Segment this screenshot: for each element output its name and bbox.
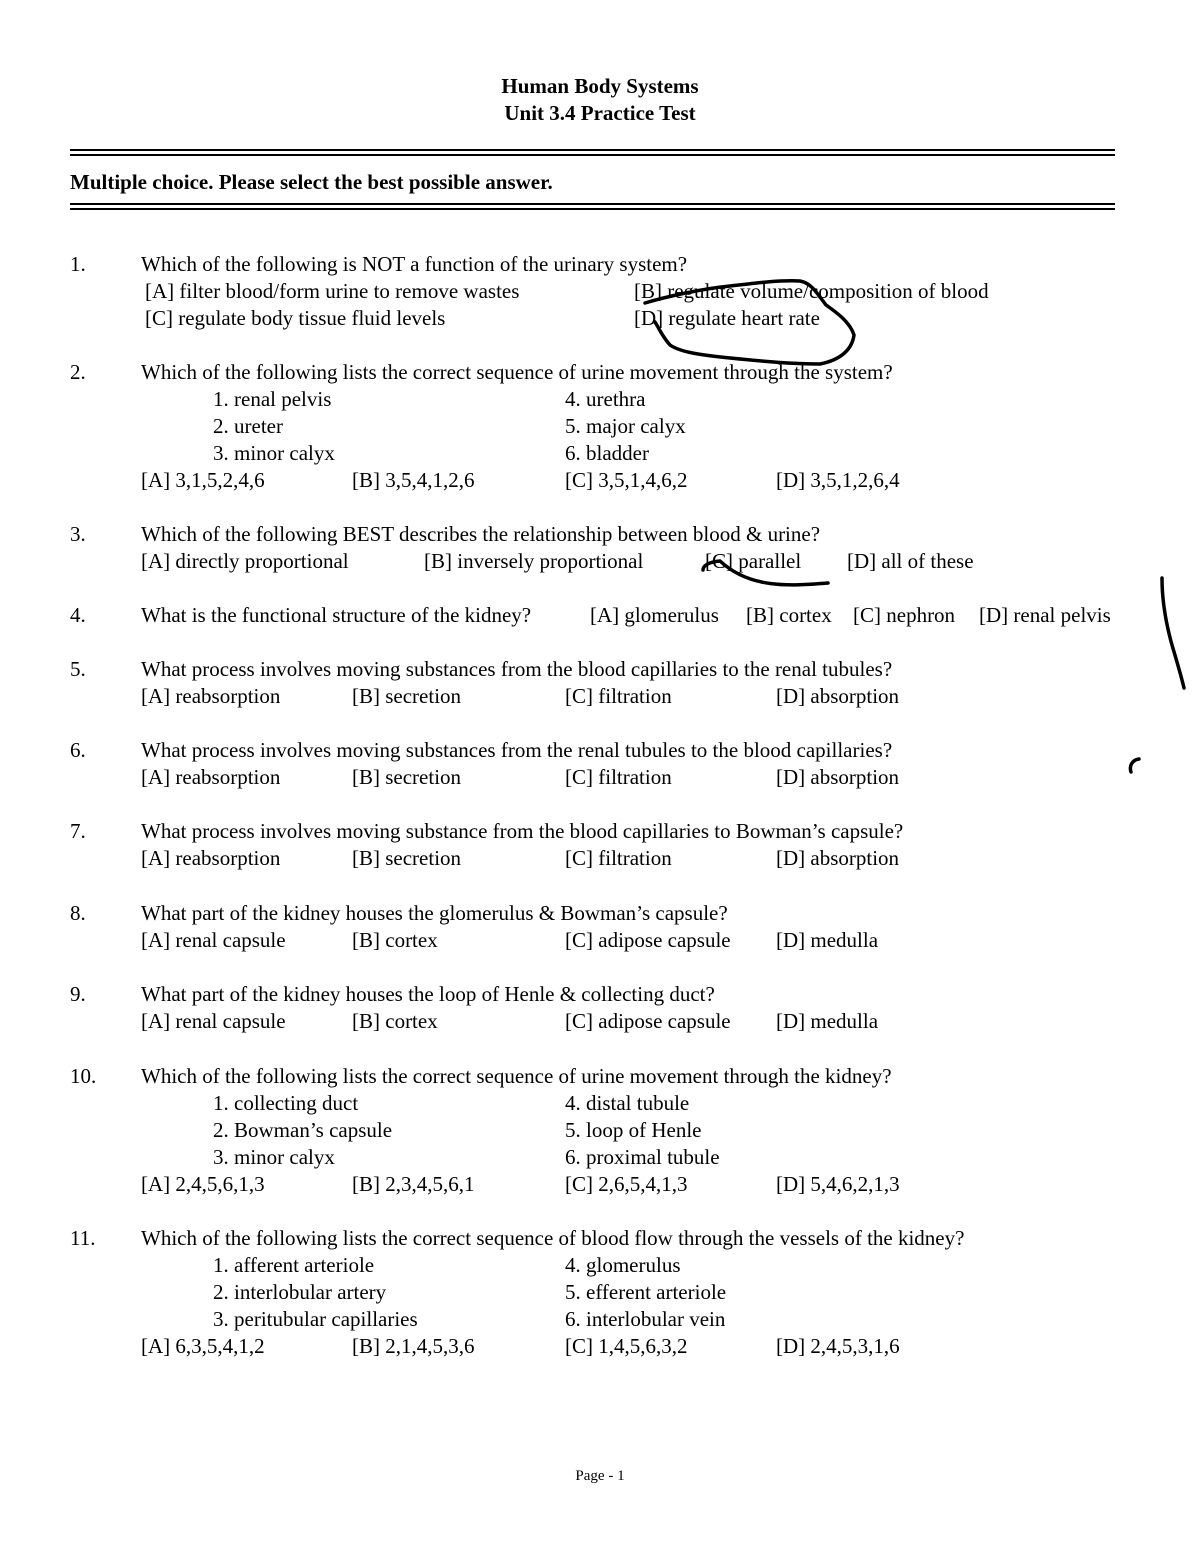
page-number: Page - 1	[575, 1468, 625, 1484]
question-number: 2.	[70, 360, 86, 384]
question-number: 7.	[70, 819, 86, 843]
choice-b[interactable]: [B] cortex	[352, 928, 438, 952]
list-item: 3. minor calyx	[213, 441, 335, 465]
choice-a[interactable]: [A] reabsorption	[141, 846, 281, 870]
choice-c[interactable]: [C] 3,5,1,4,6,2	[565, 468, 688, 492]
question-number: 11.	[70, 1226, 96, 1250]
question-number: 6.	[70, 738, 86, 762]
choice-d[interactable]: [D] medulla	[776, 928, 879, 952]
choice-b[interactable]: [B] 2,1,4,5,3,6	[352, 1334, 475, 1358]
list-item: 2. interlobular artery	[213, 1280, 387, 1304]
question-text: Which of the following BEST describes the relationship between blood & urine?	[141, 522, 821, 546]
question-number: 4.	[70, 603, 86, 627]
divider-bottom	[70, 203, 1115, 210]
choice-d[interactable]: [D] renal pelvis	[979, 603, 1111, 627]
margin-hook-mark	[1130, 759, 1139, 772]
list-item: 4. distal tubule	[565, 1091, 690, 1115]
choice-d[interactable]: [D] all of these	[847, 549, 974, 573]
list-item: 5. efferent arteriole	[565, 1280, 727, 1304]
choice-d[interactable]: [D] medulla	[776, 1009, 879, 1033]
choice-c[interactable]: [C] filtration	[565, 765, 672, 789]
question-number: 5.	[70, 657, 86, 681]
question-text: What process involves moving substances from the renal tubules to the blood capillaries?	[141, 738, 893, 762]
choice-d[interactable]: [D] absorption	[776, 846, 900, 870]
choice-a[interactable]: [A] 3,1,5,2,4,6	[141, 468, 265, 492]
choice-d[interactable]: [D] 2,4,5,3,1,6	[776, 1334, 900, 1358]
choice-a[interactable]: [A] glomerulus	[590, 603, 719, 627]
choice-b[interactable]: [B] 3,5,4,1,2,6	[352, 468, 475, 492]
choice-a[interactable]: [A] renal capsule	[141, 1009, 286, 1033]
question-number: 1.	[70, 252, 86, 276]
list-item: 6. bladder	[565, 441, 649, 465]
question-number: 10.	[70, 1064, 97, 1088]
choice-d[interactable]: [D] regulate heart rate	[634, 306, 820, 330]
question-text: Which of the following lists the correct sequence of urine movement through the kidney?	[141, 1064, 892, 1088]
choice-b[interactable]: [B] secretion	[352, 684, 462, 708]
document-title: Human Body Systems	[501, 74, 699, 98]
list-item: 5. major calyx	[565, 414, 686, 438]
question-number: 9.	[70, 982, 86, 1006]
choice-b[interactable]: [B] cortex	[746, 603, 832, 627]
question-text: What part of the kidney houses the glomerulus & Bowman’s capsule?	[141, 901, 728, 925]
question-number: 8.	[70, 901, 86, 925]
list-item: 5. loop of Henle	[565, 1118, 702, 1142]
choice-d[interactable]: [D] absorption	[776, 765, 900, 789]
question-text: Which of the following is NOT a function of the urinary system?	[141, 252, 688, 276]
list-item: 2. ureter	[213, 414, 283, 438]
list-item: 3. peritubular capillaries	[213, 1307, 418, 1331]
question-text: What process involves moving substance from the blood capillaries to Bowman’s capsule?	[141, 819, 904, 843]
list-item: 1. collecting duct	[213, 1091, 359, 1115]
list-item: 1. afferent arteriole	[213, 1253, 375, 1277]
choice-b[interactable]: [B] regulate volume/composition of blood	[634, 279, 989, 303]
list-item: 1. renal pelvis	[213, 387, 332, 411]
question-text: What is the functional structure of the kidney?	[141, 603, 532, 627]
choice-b[interactable]: [B] secretion	[352, 846, 462, 870]
choice-c[interactable]: [C] 1,4,5,6,3,2	[565, 1334, 688, 1358]
choice-a[interactable]: [A] 6,3,5,4,1,2	[141, 1334, 265, 1358]
choice-b[interactable]: [B] 2,3,4,5,6,1	[352, 1172, 475, 1196]
question-number: 3.	[70, 522, 86, 546]
margin-line-mark	[1162, 578, 1184, 688]
choice-d[interactable]: [D] absorption	[776, 684, 900, 708]
choice-c[interactable]: [C] adipose capsule	[565, 928, 731, 952]
question-text: What part of the kidney houses the loop of Henle & collecting duct?	[141, 982, 715, 1006]
question-text: Which of the following lists the correct sequence of blood flow through the vessels of the kidney?	[141, 1226, 965, 1250]
choice-b[interactable]: [B] secretion	[352, 765, 462, 789]
choice-b[interactable]: [B] cortex	[352, 1009, 438, 1033]
choice-c[interactable]: [C] 2,6,5,4,1,3	[565, 1172, 688, 1196]
list-item: 2. Bowman’s capsule	[213, 1118, 393, 1142]
list-item: 6. proximal tubule	[565, 1145, 720, 1169]
choice-c[interactable]: [C] nephron	[853, 603, 956, 627]
list-item: 4. urethra	[565, 387, 646, 411]
instructions: Multiple choice. Please select the best possible answer.	[70, 170, 553, 194]
question-text: What process involves moving substances from the blood capillaries to the renal tubules?	[141, 657, 893, 681]
choice-c[interactable]: [C] parallel	[705, 549, 802, 573]
document-subtitle: Unit 3.4 Practice Test	[504, 101, 696, 125]
question-text: Which of the following lists the correct sequence of urine movement through the system?	[141, 360, 893, 384]
choice-d[interactable]: [D] 5,4,6,2,1,3	[776, 1172, 900, 1196]
list-item: 6. interlobular vein	[565, 1307, 726, 1331]
choice-c[interactable]: [C] filtration	[565, 684, 672, 708]
choice-d[interactable]: [D] 3,5,1,2,6,4	[776, 468, 900, 492]
choice-c[interactable]: [C] filtration	[565, 846, 672, 870]
list-item: 4. glomerulus	[565, 1253, 681, 1277]
choice-c[interactable]: [C] adipose capsule	[565, 1009, 731, 1033]
choice-c[interactable]: [C] regulate body tissue fluid levels	[145, 306, 446, 330]
choice-a[interactable]: [A] reabsorption	[141, 765, 281, 789]
choice-b[interactable]: [B] inversely proportional	[424, 549, 644, 573]
choice-a[interactable]: [A] directly proportional	[141, 549, 349, 573]
choice-a[interactable]: [A] renal capsule	[141, 928, 286, 952]
choice-a[interactable]: [A] filter blood/form urine to remove wastes	[145, 279, 520, 303]
list-item: 3. minor calyx	[213, 1145, 335, 1169]
choice-a[interactable]: [A] 2,4,5,6,1,3	[141, 1172, 265, 1196]
choice-a[interactable]: [A] reabsorption	[141, 684, 281, 708]
divider-top	[70, 149, 1115, 156]
